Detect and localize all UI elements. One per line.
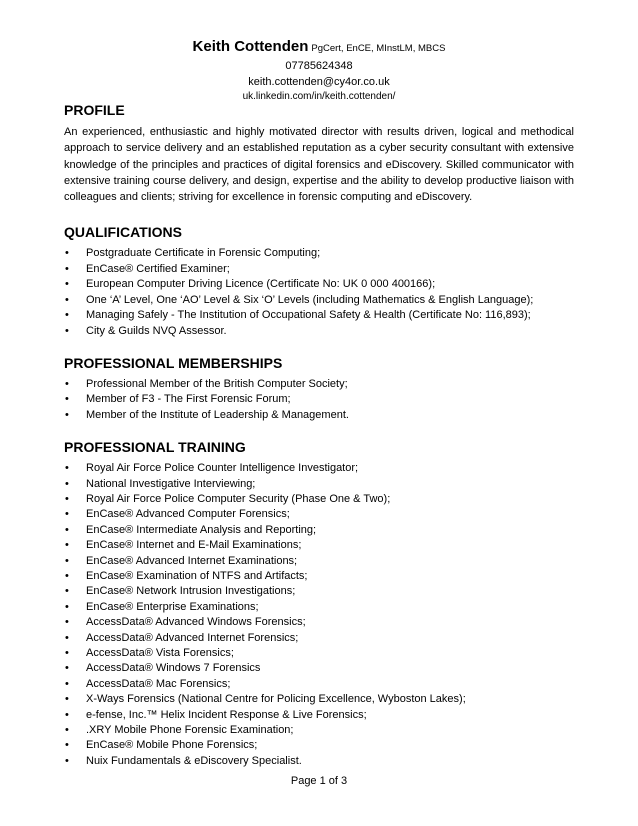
list-item bbox=[64, 738, 574, 753]
bullet-icon: • bbox=[65, 462, 69, 475]
list-item-text: Nuix Fundamentals & eDiscovery Specialist. bbox=[86, 754, 302, 767]
list-item bbox=[64, 600, 574, 615]
list-item-text: EnCase® Certified Examiner; bbox=[86, 262, 230, 275]
bullet-icon: • bbox=[65, 585, 69, 598]
bullet-icon: • bbox=[65, 247, 69, 260]
memberships-heading: PROFESSIONAL MEMBERSHIPS bbox=[64, 354, 283, 371]
memberships-section bbox=[64, 354, 574, 423]
linkedin-url: uk.linkedin.com/in/keith.cottenden/ bbox=[242, 91, 396, 102]
list-item bbox=[64, 324, 574, 339]
training-section bbox=[64, 438, 574, 769]
qualifications-heading: QUALIFICATIONS bbox=[64, 224, 182, 241]
list-item-text: Royal Air Force Police Counter Intelligence Investigator; bbox=[86, 462, 359, 475]
list-item bbox=[64, 661, 574, 676]
list-item-text: One ‘A’ Level, One ‘AO’ Level & Six ‘O’ Levels (including Mathematics & English Language); bbox=[86, 293, 534, 306]
qualifications-section bbox=[64, 223, 574, 338]
document-body bbox=[64, 101, 574, 784]
bullet-icon: • bbox=[65, 539, 69, 552]
bullet-icon: • bbox=[65, 616, 69, 629]
list-item bbox=[64, 461, 574, 476]
list-item bbox=[64, 523, 574, 538]
list-item bbox=[64, 631, 574, 646]
list-item bbox=[64, 708, 574, 723]
list-item bbox=[64, 569, 574, 584]
list-item bbox=[64, 277, 574, 292]
list-item bbox=[64, 246, 574, 261]
profile-section bbox=[64, 101, 574, 205]
qualifications-list bbox=[64, 246, 574, 338]
bullet-icon: • bbox=[65, 693, 69, 706]
page-number: Page 1 of 3 bbox=[290, 775, 348, 787]
list-item bbox=[64, 646, 574, 661]
list-item bbox=[64, 723, 574, 738]
document-header bbox=[0, 38, 638, 104]
list-item-text: EnCase® Enterprise Examinations; bbox=[86, 600, 259, 613]
list-item bbox=[64, 477, 574, 492]
list-item bbox=[64, 554, 574, 569]
phone-number: 07785624348 bbox=[285, 60, 353, 72]
name-line bbox=[0, 38, 638, 58]
bullet-icon: • bbox=[65, 278, 69, 291]
email-address: keith.cottenden@cy4or.co.uk bbox=[248, 76, 390, 88]
bullet-icon: • bbox=[65, 523, 69, 536]
bullet-icon: • bbox=[65, 324, 69, 337]
list-item-text: AccessData® Advanced Windows Forensics; bbox=[86, 616, 306, 629]
list-item-text: EnCase® Mobile Phone Forensics; bbox=[86, 739, 258, 752]
list-item bbox=[64, 754, 574, 769]
list-item-text: Member of the Institute of Leadership & Management. bbox=[86, 408, 349, 421]
bullet-icon: • bbox=[65, 569, 69, 582]
list-item-text: X-Ways Forensics (National Centre for Policing Excellence, Wyboston Lakes); bbox=[86, 693, 466, 706]
memberships-list bbox=[64, 377, 574, 423]
list-item-text: AccessData® Advanced Internet Forensics; bbox=[86, 631, 299, 644]
list-item bbox=[64, 392, 574, 407]
bullet-icon: • bbox=[65, 739, 69, 752]
list-item-text: EnCase® Network Intrusion Investigations; bbox=[86, 585, 296, 598]
bullet-icon: • bbox=[65, 647, 69, 660]
list-item bbox=[64, 584, 574, 599]
bullet-icon: • bbox=[65, 262, 69, 275]
author-name: Keith Cottenden bbox=[192, 38, 309, 55]
training-list bbox=[64, 461, 574, 769]
list-item-text: EnCase® Advanced Computer Forensics; bbox=[86, 508, 290, 521]
list-item-text: e-fense, Inc.™ Helix Incident Response & Live Forensics; bbox=[86, 708, 367, 721]
list-item-text: EnCase® Examination of NTFS and Artifacts; bbox=[86, 569, 308, 582]
bullet-icon: • bbox=[65, 600, 69, 613]
list-item-text: Managing Safely - The Institution of Occupational Safety & Health (Certificate No: 116,893); bbox=[86, 309, 531, 322]
list-item bbox=[64, 692, 574, 707]
list-item-text: Professional Member of the British Computer Society; bbox=[86, 377, 348, 390]
list-item bbox=[64, 507, 574, 522]
list-item-text: EnCase® Internet and E-Mail Examinations; bbox=[86, 539, 302, 552]
list-item bbox=[64, 538, 574, 553]
list-item-text: EnCase® Advanced Internet Examinations; bbox=[86, 554, 298, 567]
list-item-text: .XRY Mobile Phone Forensic Examination; bbox=[86, 724, 294, 737]
list-item-text: AccessData® Windows 7 Forensics bbox=[86, 662, 261, 675]
list-item bbox=[64, 492, 574, 507]
profile-text: An experienced, enthusiastic and highly motivated director with results driven, logical and methodical approach to service delivery and an established reputation as a cyber security consultant with extensive knowledge of the principles and practices of digital forensics and eDiscovery. Skilled communicator with extensive training course delivery, and design, expertise and the ability to develop productive liaison with colleagues and clients; striving for excellence in forensic computing and eDiscovery. bbox=[64, 126, 574, 204]
bullet-icon: • bbox=[65, 554, 69, 567]
list-item bbox=[64, 677, 574, 692]
bullet-icon: • bbox=[65, 708, 69, 721]
bullet-icon: • bbox=[65, 477, 69, 490]
bullet-icon: • bbox=[65, 393, 69, 406]
list-item bbox=[64, 308, 574, 323]
list-item-text: AccessData® Mac Forensics; bbox=[86, 677, 231, 690]
bullet-icon: • bbox=[65, 662, 69, 675]
bullet-icon: • bbox=[65, 724, 69, 737]
list-item-text: Member of F3 - The First Forensic Forum; bbox=[86, 393, 291, 406]
profile-heading: PROFILE bbox=[64, 102, 125, 118]
bullet-icon: • bbox=[65, 293, 69, 306]
bullet-icon: • bbox=[65, 408, 69, 421]
list-item-text: National Investigative Interviewing; bbox=[86, 477, 256, 490]
bullet-icon: • bbox=[65, 309, 69, 322]
list-item-text: European Computer Driving Licence (Certificate No: UK 0 000 400166); bbox=[86, 278, 436, 291]
list-item-text: Postgraduate Certificate in Forensic Computing; bbox=[86, 247, 321, 260]
list-item bbox=[64, 293, 574, 308]
list-item-text: Royal Air Force Police Computer Security (Phase One & Two); bbox=[86, 492, 391, 505]
list-item bbox=[64, 262, 574, 277]
list-item-text: City & Guilds NVQ Assessor. bbox=[86, 324, 227, 337]
list-item bbox=[64, 615, 574, 630]
bullet-icon: • bbox=[65, 377, 69, 390]
list-item-text: EnCase® Intermediate Analysis and Reporting; bbox=[86, 523, 317, 536]
bullet-icon: • bbox=[65, 508, 69, 521]
bullet-icon: • bbox=[65, 754, 69, 767]
author-credentials: PgCert, EnCE, MInstLM, MBCS bbox=[311, 43, 446, 54]
list-item bbox=[64, 377, 574, 392]
list-item-text: AccessData® Vista Forensics; bbox=[86, 647, 234, 660]
bullet-icon: • bbox=[65, 677, 69, 690]
bullet-icon: • bbox=[65, 492, 69, 505]
bullet-icon: • bbox=[65, 631, 69, 644]
training-heading: PROFESSIONAL TRAINING bbox=[64, 439, 246, 456]
list-item bbox=[64, 408, 574, 423]
